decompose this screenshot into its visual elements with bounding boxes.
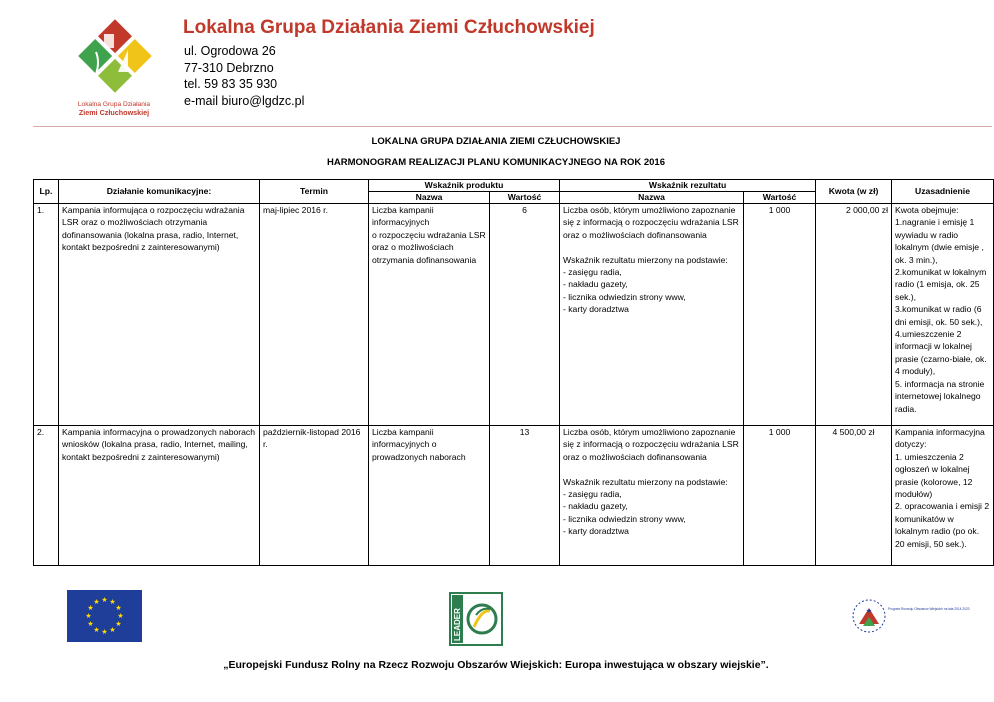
leader-text: LEADER	[453, 608, 462, 641]
col-action: Działanie komunikacyjne:	[59, 180, 260, 204]
leader-logo	[450, 593, 502, 650]
cell-justification: Kampania informacyjna dotyczy: 1. umieszczenia 2 ogłoszeń w lokalnej prasie (kolorowe, 12 modułów) 2. opracowania i emisji 2 komunikatów w lokalnym radio (po ok. 20 emisji, 50 sek.).	[892, 426, 994, 566]
svg-text:★: ★	[109, 598, 116, 606]
cell-amount: 2 000,00 zł	[816, 204, 892, 426]
cell-product-value: 6	[490, 204, 560, 426]
svg-text:★: ★	[87, 604, 94, 612]
phone: tel. 59 83 35 930	[184, 77, 278, 91]
col-amount: Kwota (w zł)	[816, 180, 892, 204]
prow-label: Program Rozwoju Obszarów Wiejskich na lata 2014-2020	[888, 607, 970, 611]
logo-caption-2: Ziemi Człuchowskiej	[78, 108, 150, 117]
address-block	[184, 43, 304, 109]
org-name: Lokalna Grupa Działania Ziemi Człuchowskiej	[183, 17, 595, 38]
col-term: Termin	[260, 180, 369, 204]
svg-text:★: ★	[93, 626, 100, 634]
doc-title-line1: LOKALNA GRUPA DZIAŁANIA ZIEMI CZŁUCHOWSKIEJ	[371, 136, 621, 147]
logo-caption-1: Lokalna Grupa Działania	[77, 101, 151, 108]
cell-product-name: Liczba kampanii informacyjnych o prowadzonych naborach	[369, 426, 490, 566]
address-city: 77-310 Debrzno	[184, 60, 274, 75]
col-result-name: Nazwa	[560, 192, 744, 204]
cell-term: maj-lipiec 2016 r.	[260, 204, 369, 426]
cell-action: Kampania informacyjna o prowadzonych naborach wniosków (lokalna prasa, radio, Internet, mailing, kontakt bezpośredni z zainteresowanymi)	[59, 426, 260, 566]
svg-text:★: ★	[115, 620, 122, 628]
svg-text:★: ★	[93, 598, 100, 606]
cell-result-value: 1 000	[744, 426, 816, 566]
svg-text:★: ★	[115, 604, 122, 612]
svg-text:★: ★	[101, 628, 108, 636]
svg-text:★: ★	[87, 620, 94, 628]
eu-flag-logo	[67, 590, 142, 647]
cell-product-value: 13	[490, 426, 560, 566]
cell-action: Kampania informująca o rozpoczęciu wdrażania LSR oraz o możliwościach otrzymania dofinansowania (lokalna prasa, radio, Internet, kontakt bezpośredni z zainteresowanymi)	[59, 204, 260, 426]
svg-text:★: ★	[117, 612, 124, 620]
col-result: Wskaźnik rezultatu	[560, 180, 816, 192]
footer-text: „Europejski Fundusz Rolny na Rzecz Rozwoju Obszarów Wiejskich: Europa inwestująca w obszary wiejskie”.	[223, 659, 769, 671]
cell-product-name: Liczba kampanii informacyjnych o rozpoczęciu wdrażania LSR oraz o możliwościach otrzymania dofinansowania	[369, 204, 490, 426]
cell-amount: 4 500,00 zł	[816, 426, 892, 566]
table-row	[34, 426, 994, 566]
cell-lp: 2.	[34, 426, 59, 566]
email: e-mail biuro@lgdzc.pl	[184, 93, 305, 108]
col-lp: Lp.	[34, 180, 59, 204]
cell-result-name: Liczba osób, którym umożliwiono zapoznanie się z informacją o rozpoczęciu wdrażania LSR oraz o możliwościach dofinansowania Wskaźnik rezultatu mierzony na podstawie: - zasięgu radia, - nakładu gazety, - licznika odwiedzin strony www, - karty doradztwa	[560, 426, 744, 566]
col-product: Wskaźnik produktu	[369, 180, 560, 192]
cell-result-value: 1 000	[744, 204, 816, 426]
svg-text:★: ★	[109, 626, 116, 634]
cell-lp: 1.	[34, 204, 59, 426]
svg-text:★: ★	[85, 612, 92, 620]
svg-text:★: ★	[101, 596, 108, 604]
table-row	[34, 204, 994, 426]
cell-term: październik-listopad 2016 r.	[260, 426, 369, 566]
cell-justification: Kwota obejmuje: 1.nagranie i emisję 1 wywiadu w radio lokalnym (dwie emisje , ok. 3 min.), 2.komunikat w lokalnym radio (1 emisja, ok. 25 sek.), 3.komunikat w radio (6 dni emisji, ok. 50 sek.), 4.umieszczenie 2 informacji w lokalnej prasie (czarno-białe, ok. 4 moduły), 5. informacja na stronie internetowej lokalnego radia.	[892, 204, 994, 426]
header-divider	[33, 126, 992, 127]
svg-text:★: ★	[865, 607, 873, 615]
col-justification: Uzasadnienie	[892, 180, 994, 204]
lgd-logo	[66, 12, 162, 120]
address-street: ul. Ogrodowa 26	[184, 44, 276, 58]
col-product-name: Nazwa	[369, 192, 490, 204]
doc-title-line2: HARMONOGRAM REALIZACJI PLANU KOMUNIKACYJNEGO NA ROK 2016	[327, 157, 665, 168]
col-result-value: Wartość	[744, 192, 816, 204]
cell-result-name: Liczba osób, którym umożliwiono zapoznanie się z informacją o rozpoczęciu wdrażania LSR oraz o możliwościach dofinansowania Wskaźnik rezultatu mierzony na podstawie: - zasięgu radia, - nakładu gazety, - licznika odwiedzin strony www, - karty doradztwa	[560, 204, 744, 426]
prow-logo	[851, 596, 970, 643]
col-product-value: Wartość	[490, 192, 560, 204]
schedule-table	[33, 179, 994, 566]
